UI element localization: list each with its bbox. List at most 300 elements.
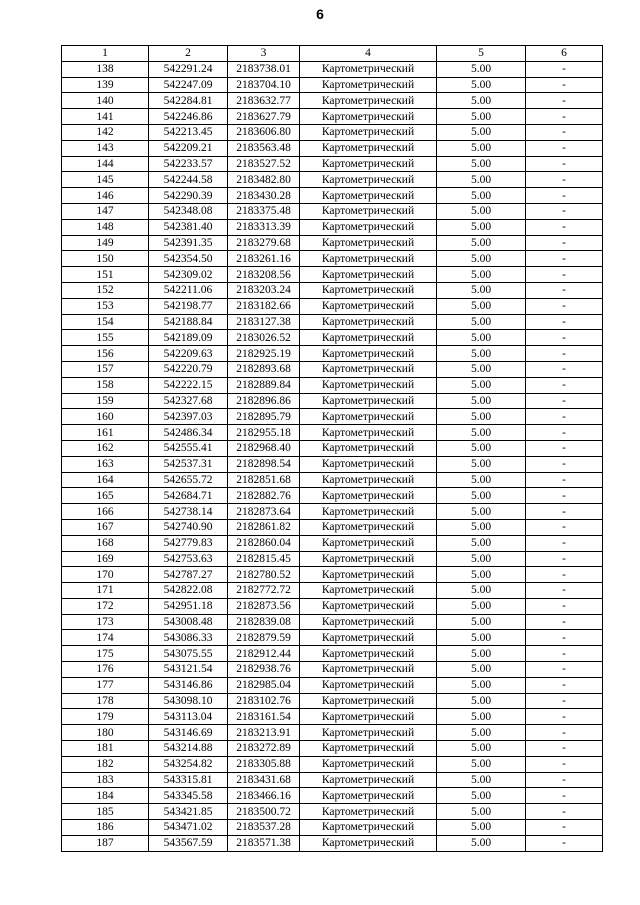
table-cell: 2182860.04	[228, 535, 300, 551]
table-cell: 542738.14	[149, 504, 228, 520]
table-cell: Картометрический	[300, 820, 437, 836]
table-cell: 146	[62, 188, 149, 204]
table-cell: 2182873.64	[228, 504, 300, 520]
table-cell: 2183182.66	[228, 298, 300, 314]
table-row	[62, 788, 603, 804]
table-cell: 542951.18	[149, 598, 228, 614]
table-cell: Картометрический	[300, 267, 437, 283]
table-cell: 5.00	[437, 662, 526, 678]
table-cell: 543113.04	[149, 709, 228, 725]
table-cell: Картометрический	[300, 377, 437, 393]
table-cell: 172	[62, 598, 149, 614]
table-cell: 2182938.76	[228, 662, 300, 678]
table-cell: -	[526, 109, 603, 125]
table-row	[62, 756, 603, 772]
table-cell: 2183279.68	[228, 235, 300, 251]
table-row	[62, 61, 603, 77]
table-cell: -	[526, 361, 603, 377]
table-cell: -	[526, 203, 603, 219]
table-cell: -	[526, 377, 603, 393]
table-cell: -	[526, 820, 603, 836]
column-header: 2	[149, 46, 228, 62]
table-row	[62, 140, 603, 156]
table-cell: Картометрический	[300, 662, 437, 678]
table-cell: 542354.50	[149, 251, 228, 267]
table-row	[62, 172, 603, 188]
table-cell: 5.00	[437, 203, 526, 219]
table-cell: 542291.24	[149, 61, 228, 77]
table-cell: 187	[62, 835, 149, 851]
table-cell: 542740.90	[149, 519, 228, 535]
table-cell: 2183606.80	[228, 124, 300, 140]
table-cell: 5.00	[437, 346, 526, 362]
table-cell: 2182898.54	[228, 456, 300, 472]
table-cell: 178	[62, 693, 149, 709]
table-cell: Картометрический	[300, 835, 437, 851]
table-cell: -	[526, 677, 603, 693]
table-cell: 5.00	[437, 535, 526, 551]
table-cell: -	[526, 741, 603, 757]
table-row	[62, 519, 603, 535]
table-cell: 2182879.59	[228, 630, 300, 646]
table-cell: 2182839.08	[228, 614, 300, 630]
table-cell: 5.00	[437, 267, 526, 283]
table-body	[62, 61, 603, 851]
table-cell: 173	[62, 614, 149, 630]
table-cell: Картометрический	[300, 772, 437, 788]
table-cell: 185	[62, 804, 149, 820]
table-cell: -	[526, 488, 603, 504]
table-row	[62, 504, 603, 520]
table-cell: -	[526, 267, 603, 283]
table-row	[62, 693, 603, 709]
table-cell: 143	[62, 140, 149, 156]
table-row	[62, 425, 603, 441]
table-cell: 140	[62, 93, 149, 109]
table-cell: 5.00	[437, 504, 526, 520]
table-cell: -	[526, 535, 603, 551]
table-cell: Картометрический	[300, 788, 437, 804]
table-cell: 543214.88	[149, 741, 228, 757]
table-cell: 2183313.39	[228, 219, 300, 235]
table-cell: 542290.39	[149, 188, 228, 204]
table-row	[62, 772, 603, 788]
table-cell: 2182925.19	[228, 346, 300, 362]
table-cell: Картометрический	[300, 567, 437, 583]
table-cell: 5.00	[437, 156, 526, 172]
table-cell: -	[526, 567, 603, 583]
table-cell: 5.00	[437, 630, 526, 646]
table-cell: 171	[62, 583, 149, 599]
table-cell: 2183537.28	[228, 820, 300, 836]
table-cell: 542555.41	[149, 440, 228, 456]
table-cell: 179	[62, 709, 149, 725]
table-cell: 543254.82	[149, 756, 228, 772]
table-cell: 155	[62, 330, 149, 346]
table-cell: Картометрический	[300, 219, 437, 235]
table-cell: 144	[62, 156, 149, 172]
table-cell: -	[526, 393, 603, 409]
table-cell: 5.00	[437, 741, 526, 757]
table-cell: 5.00	[437, 519, 526, 535]
table-cell: 5.00	[437, 172, 526, 188]
table-cell: 5.00	[437, 709, 526, 725]
table-row	[62, 820, 603, 836]
table-cell: 166	[62, 504, 149, 520]
table-cell: Картометрический	[300, 614, 437, 630]
table-row	[62, 567, 603, 583]
table-cell: 5.00	[437, 235, 526, 251]
table-cell: -	[526, 440, 603, 456]
table-cell: 5.00	[437, 61, 526, 77]
table-cell: 2182882.76	[228, 488, 300, 504]
table-cell: 2183563.48	[228, 140, 300, 156]
table-cell: Картометрический	[300, 188, 437, 204]
table-cell: -	[526, 156, 603, 172]
table-cell: 5.00	[437, 551, 526, 567]
table-cell: Картометрический	[300, 551, 437, 567]
table-cell: 2183213.91	[228, 725, 300, 741]
table-cell: -	[526, 77, 603, 93]
table-cell: Картометрический	[300, 756, 437, 772]
table-cell: -	[526, 172, 603, 188]
table-cell: 159	[62, 393, 149, 409]
table-cell: 5.00	[437, 361, 526, 377]
table-row	[62, 330, 603, 346]
table-row	[62, 377, 603, 393]
table-cell: 542391.35	[149, 235, 228, 251]
table-cell: Картометрический	[300, 346, 437, 362]
table-cell: 542779.83	[149, 535, 228, 551]
table-cell: 2183430.28	[228, 188, 300, 204]
table-cell: 2182893.68	[228, 361, 300, 377]
table-row	[62, 535, 603, 551]
table-cell: 2182889.84	[228, 377, 300, 393]
table-cell: 543421.85	[149, 804, 228, 820]
table-cell: 186	[62, 820, 149, 836]
table-cell: 168	[62, 535, 149, 551]
table-cell: 2183305.88	[228, 756, 300, 772]
table-cell: -	[526, 598, 603, 614]
coordinates-table	[61, 45, 603, 852]
table-cell: 542537.31	[149, 456, 228, 472]
table-cell: 138	[62, 61, 149, 77]
table-cell: 542222.15	[149, 377, 228, 393]
table-cell: Картометрический	[300, 409, 437, 425]
table-cell: 183	[62, 772, 149, 788]
table-cell: -	[526, 235, 603, 251]
table-cell: 5.00	[437, 835, 526, 851]
table-cell: 5.00	[437, 393, 526, 409]
table-cell: Картометрический	[300, 456, 437, 472]
table-cell: 2182815.45	[228, 551, 300, 567]
table-cell: 2182772.72	[228, 583, 300, 599]
table-cell: 5.00	[437, 93, 526, 109]
table-cell: 2182968.40	[228, 440, 300, 456]
table-row	[62, 662, 603, 678]
table-cell: 2183161.54	[228, 709, 300, 725]
table-cell: 2182851.68	[228, 472, 300, 488]
table-cell: 142	[62, 124, 149, 140]
table-row	[62, 267, 603, 283]
table-cell: 5.00	[437, 614, 526, 630]
table-row	[62, 251, 603, 267]
table-row	[62, 741, 603, 757]
table-cell: 542327.68	[149, 393, 228, 409]
table-cell: Картометрический	[300, 677, 437, 693]
table-cell: Картометрический	[300, 472, 437, 488]
table-cell: 5.00	[437, 440, 526, 456]
table-cell: 5.00	[437, 330, 526, 346]
table-cell: Картометрический	[300, 709, 437, 725]
table-cell: 153	[62, 298, 149, 314]
table-cell: 5.00	[437, 677, 526, 693]
table-cell: Картометрический	[300, 519, 437, 535]
table-cell: 2183208.56	[228, 267, 300, 283]
table-cell: 543075.55	[149, 646, 228, 662]
table-cell: 2182896.86	[228, 393, 300, 409]
table-cell: 139	[62, 77, 149, 93]
table-cell: 151	[62, 267, 149, 283]
table-cell: Картометрический	[300, 203, 437, 219]
table-cell: 164	[62, 472, 149, 488]
table-cell: 5.00	[437, 583, 526, 599]
table-cell: 5.00	[437, 314, 526, 330]
table-cell: 5.00	[437, 124, 526, 140]
table-cell: 5.00	[437, 377, 526, 393]
table-cell: 543121.54	[149, 662, 228, 678]
table-row	[62, 219, 603, 235]
table-cell: 543098.10	[149, 693, 228, 709]
table-cell: Картометрический	[300, 630, 437, 646]
table-row	[62, 409, 603, 425]
table-cell: 543146.86	[149, 677, 228, 693]
table-cell: 2183738.01	[228, 61, 300, 77]
table-cell: -	[526, 124, 603, 140]
table-row	[62, 440, 603, 456]
table-cell: 542486.34	[149, 425, 228, 441]
table-cell: 2182955.18	[228, 425, 300, 441]
table-cell: Картометрический	[300, 504, 437, 520]
table-cell: Картометрический	[300, 251, 437, 267]
table-cell: -	[526, 804, 603, 820]
table-cell: 161	[62, 425, 149, 441]
table-cell: 182	[62, 756, 149, 772]
table-cell: -	[526, 551, 603, 567]
table-cell: 2183704.10	[228, 77, 300, 93]
table-cell: 5.00	[437, 598, 526, 614]
table-cell: 175	[62, 646, 149, 662]
table-cell: 543471.02	[149, 820, 228, 836]
table-row	[62, 298, 603, 314]
table-row	[62, 393, 603, 409]
table-cell: 5.00	[437, 140, 526, 156]
table-cell: Картометрический	[300, 535, 437, 551]
table-cell: 2183482.80	[228, 172, 300, 188]
table-row	[62, 188, 603, 204]
table-cell: Картометрический	[300, 488, 437, 504]
table-cell: 5.00	[437, 109, 526, 125]
table-cell: Картометрический	[300, 156, 437, 172]
table-cell: 542787.27	[149, 567, 228, 583]
table-row	[62, 456, 603, 472]
table-cell: -	[526, 472, 603, 488]
table-cell: 2183527.52	[228, 156, 300, 172]
table-cell: 5.00	[437, 567, 526, 583]
table-cell: -	[526, 61, 603, 77]
table-cell: 2182895.79	[228, 409, 300, 425]
table-row	[62, 282, 603, 298]
table-cell: Картометрический	[300, 77, 437, 93]
table-cell: 2182985.04	[228, 677, 300, 693]
table-cell: 2183500.72	[228, 804, 300, 820]
table-cell: 5.00	[437, 409, 526, 425]
table-cell: Картометрический	[300, 598, 437, 614]
table-cell: 542753.63	[149, 551, 228, 567]
table-cell: Картометрический	[300, 235, 437, 251]
table-row	[62, 677, 603, 693]
table-cell: Картометрический	[300, 172, 437, 188]
table-cell: 2183272.89	[228, 741, 300, 757]
table-cell: Картометрический	[300, 61, 437, 77]
table-cell: -	[526, 140, 603, 156]
table-cell: Картометрический	[300, 583, 437, 599]
table-cell: -	[526, 709, 603, 725]
table-cell: 542822.08	[149, 583, 228, 599]
table-cell: 542284.81	[149, 93, 228, 109]
table-cell: -	[526, 298, 603, 314]
table-cell: Картометрический	[300, 109, 437, 125]
table-cell: 5.00	[437, 251, 526, 267]
table-cell: 150	[62, 251, 149, 267]
table-cell: 5.00	[437, 77, 526, 93]
table-cell: 162	[62, 440, 149, 456]
table-cell: -	[526, 188, 603, 204]
table-cell: -	[526, 346, 603, 362]
table-row	[62, 156, 603, 172]
table-cell: 5.00	[437, 472, 526, 488]
table-cell: 2182912.44	[228, 646, 300, 662]
table-cell: 2182861.82	[228, 519, 300, 535]
table-cell: 543315.81	[149, 772, 228, 788]
table-cell: 5.00	[437, 725, 526, 741]
table-cell: 156	[62, 346, 149, 362]
table-cell: 5.00	[437, 820, 526, 836]
table-cell: 2183632.77	[228, 93, 300, 109]
table-cell: 5.00	[437, 693, 526, 709]
table-cell: 542209.63	[149, 346, 228, 362]
table-cell: -	[526, 646, 603, 662]
column-header: 4	[300, 46, 437, 62]
table-cell: 2183203.24	[228, 282, 300, 298]
table-row	[62, 203, 603, 219]
table-cell: -	[526, 772, 603, 788]
table-cell: 2183127.38	[228, 314, 300, 330]
table-cell: 5.00	[437, 456, 526, 472]
table-cell: 542213.45	[149, 124, 228, 140]
column-header: 5	[437, 46, 526, 62]
table-cell: Картометрический	[300, 725, 437, 741]
table-cell: 167	[62, 519, 149, 535]
table-cell: -	[526, 282, 603, 298]
table-cell: 543086.33	[149, 630, 228, 646]
table-cell: 2183627.79	[228, 109, 300, 125]
table-row	[62, 646, 603, 662]
table-cell: 5.00	[437, 788, 526, 804]
table-row	[62, 314, 603, 330]
table-row	[62, 109, 603, 125]
table-cell: Картометрический	[300, 646, 437, 662]
table-cell: -	[526, 425, 603, 441]
table-cell: -	[526, 409, 603, 425]
table-cell: 542189.09	[149, 330, 228, 346]
table-cell: 2182873.56	[228, 598, 300, 614]
table-cell: 2182780.52	[228, 567, 300, 583]
table-cell: 145	[62, 172, 149, 188]
table-cell: 543567.59	[149, 835, 228, 851]
table-row	[62, 77, 603, 93]
table-cell: 542244.58	[149, 172, 228, 188]
table-cell: 152	[62, 282, 149, 298]
table-cell: 5.00	[437, 219, 526, 235]
table-cell: 154	[62, 314, 149, 330]
table-cell: Картометрический	[300, 93, 437, 109]
table-cell: 542246.86	[149, 109, 228, 125]
table-row	[62, 93, 603, 109]
column-header: 1	[62, 46, 149, 62]
table-row	[62, 488, 603, 504]
table-cell: -	[526, 93, 603, 109]
table-cell: 2183261.16	[228, 251, 300, 267]
table-row	[62, 804, 603, 820]
table-cell: -	[526, 614, 603, 630]
table-cell: 2183375.48	[228, 203, 300, 219]
table-cell: 542655.72	[149, 472, 228, 488]
table-cell: -	[526, 330, 603, 346]
table-cell: 542209.21	[149, 140, 228, 156]
table-cell: 542309.02	[149, 267, 228, 283]
table-cell: -	[526, 788, 603, 804]
table-cell: 5.00	[437, 298, 526, 314]
table-cell: -	[526, 583, 603, 599]
table-cell: 147	[62, 203, 149, 219]
table-cell: 542198.77	[149, 298, 228, 314]
table-cell: 542211.06	[149, 282, 228, 298]
table-cell: Картометрический	[300, 425, 437, 441]
table-cell: Картометрический	[300, 440, 437, 456]
table-cell: -	[526, 314, 603, 330]
table-cell: 543146.69	[149, 725, 228, 741]
table-cell: 2183102.76	[228, 693, 300, 709]
table-cell: 176	[62, 662, 149, 678]
table-cell: -	[526, 693, 603, 709]
table-cell: 5.00	[437, 646, 526, 662]
column-header: 3	[228, 46, 300, 62]
table-row	[62, 583, 603, 599]
table-cell: Картометрический	[300, 804, 437, 820]
table-cell: 180	[62, 725, 149, 741]
table-cell: 5.00	[437, 772, 526, 788]
table-row	[62, 630, 603, 646]
table-cell: Картометрический	[300, 282, 437, 298]
table-cell: -	[526, 219, 603, 235]
column-header: 6	[526, 46, 603, 62]
table-cell: 542233.57	[149, 156, 228, 172]
table-row	[62, 614, 603, 630]
table-cell: Картометрический	[300, 314, 437, 330]
table-cell: -	[526, 251, 603, 267]
table-cell: 141	[62, 109, 149, 125]
